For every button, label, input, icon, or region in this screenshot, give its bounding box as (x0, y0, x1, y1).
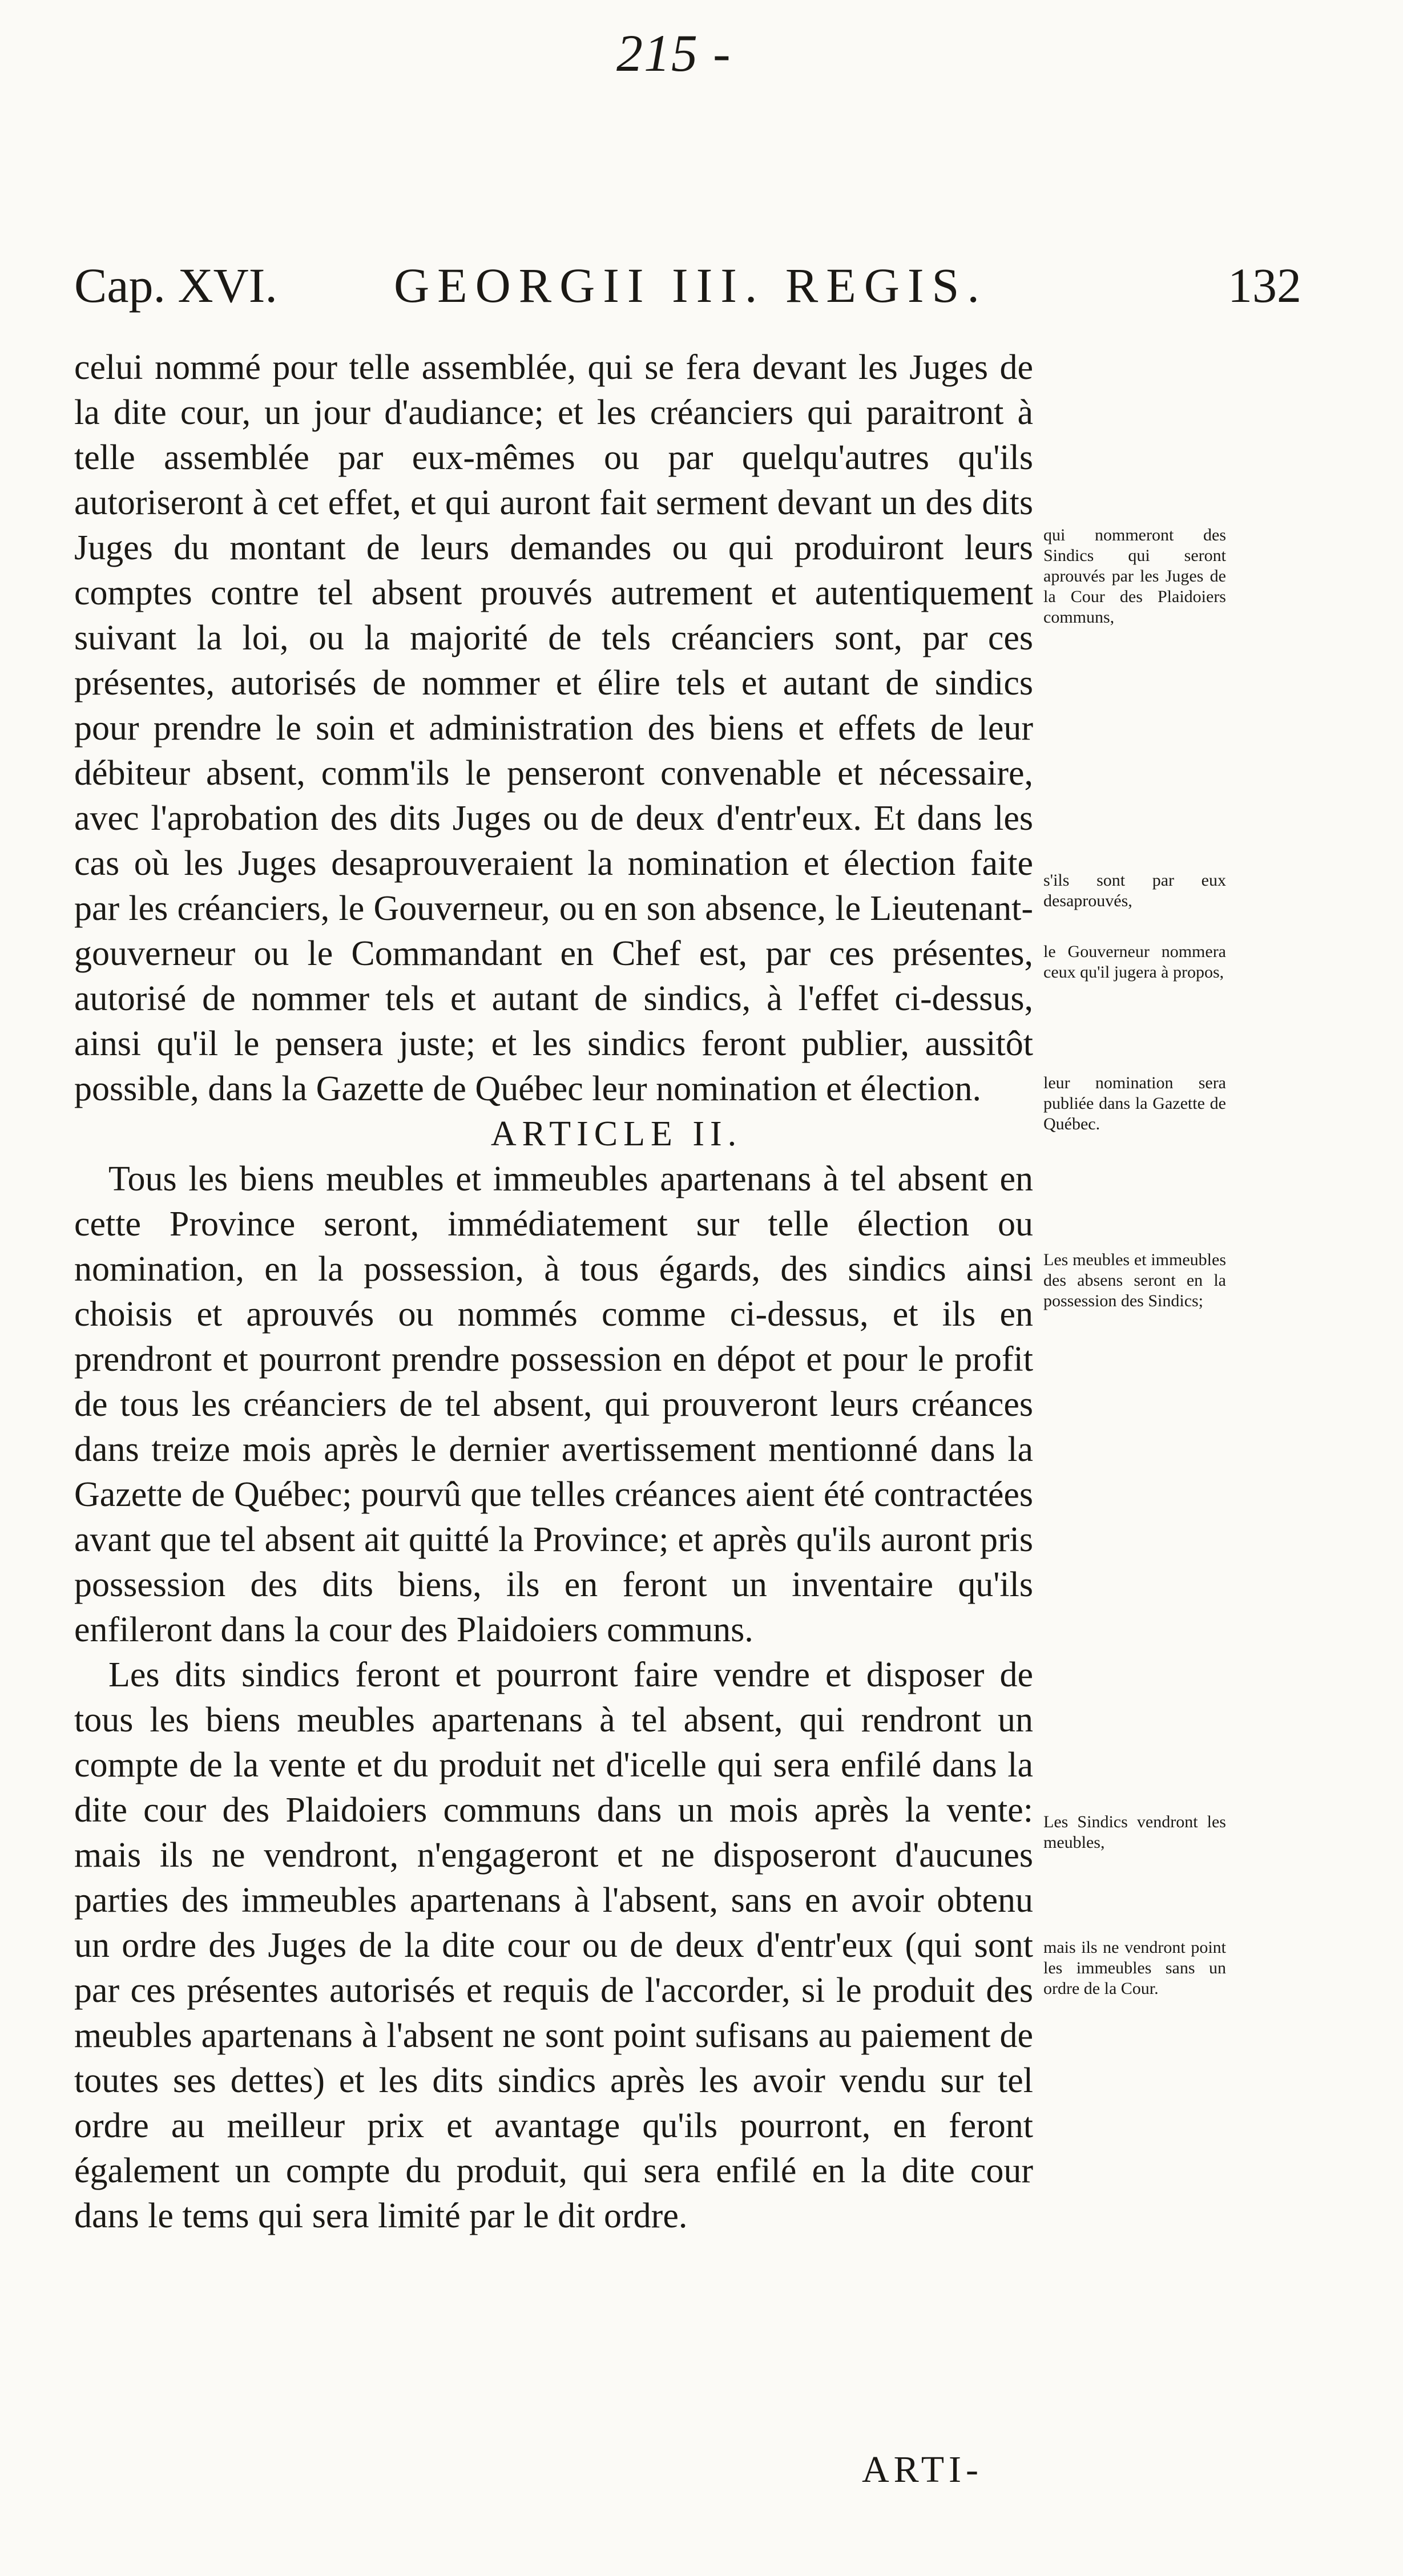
paragraph-article-2-2: Les dits sindics feront et pourront faire vendre et disposer de tous les biens meubles apartenans à tel absent, qui rendront un compte de la vente et du produit net d'icelle qui sera enfilé dans la dite cour des Plaidoiers communs dans un mois après la vente: mais ils ne vendront, n'engageront et ne disposeront d'aucunes parties des immeubles apartenans à l'absent, sans en avoir obtenu un ordre des Juges de la dite cour ou de deux d'entr'eux (qui sont par ces présentes autorisés et requis de l'accorder, si le produit des meubles apartenans à l'absent ne sont point sufisans au paiement de toutes ses dettes) et les dits sindics après les avoir vendu sur tel ordre au meilleur prix et avantage qu'ils pourront, en feront également un compte du produit, qui sera enfilé en la dite cour dans le tems qui sera limité par le dit ordre. (74, 1656, 1033, 2235)
margin-note-sale-movables: Les Sindics vendront les meubles, (1043, 1812, 1226, 1852)
margin-note-governor: le Gouverneur nommera ceux qu'il jugera à propos, (1043, 942, 1226, 982)
running-head (74, 257, 1301, 325)
catchword: ARTI- (862, 2449, 983, 2490)
margin-note-publication: leur nomination sera publiée dans la Gazette de Québec. (1043, 1073, 1226, 1133)
margin-note-possession: Les meubles et immeubles des absens seront en la possession des Sindics; (1043, 1250, 1226, 1310)
handwritten-folio-number: 215 - (616, 24, 732, 82)
chapter-label: Cap. XVI. (74, 258, 277, 313)
margin-note-nomination: qui nommeront des Sindics qui seront aprouvés par les Juges de la Cour des Plaidoiers communs, (1043, 526, 1226, 627)
paragraph-article-2-1: Tous les biens meubles et immeubles apartenans à tel absent en cette Province seront, immédiatement sur telle élection ou nomination, en la possession, à tous égards, des sindics ainsi choisis et aprouvés ou nommés comme ci-dessus, et ils en prendront et pourront prendre possession en dépot et pour le profit de tous les créanciers de tel absent, qui prouveront leurs créances dans treize mois après le dernier avertissement mentionné dans la Gazette de Québec; pourvû que telles créances aient été contractées avant que tel absent ait quitté la Province; et après qu'ils auront pris possession des dits biens, ils en feront un inventaire qu'ils enfileront dans la cour des Plaidoiers communs. (74, 1160, 1033, 1649)
page-number: 132 (1228, 258, 1301, 313)
main-text-column (74, 345, 1033, 2239)
reign-title: GEORGII III. REGIS. (394, 258, 987, 313)
article-heading: ARTICLE II. (490, 1115, 743, 1153)
paragraph-continuation: celui nommé pour telle assemblée, qui se fera devant les Juges de la dite cour, un jour d'audiance; et les créanciers qui paraitront à telle assemblée par eux-mêmes ou par quelqu'autres qu'ils autoriseront à cet effet, et qui auront fait serment devant un des dits Juges du montant de leurs demandes ou qui produiront leurs comptes contre tel absent prouvés autrement et autentiquement suivant la loi, ou la majorité de tels créanciers sont, par ces présentes, autorisés de nommer et élire tels et autant de sindics pour prendre le soin et administration des biens et effets de leur débiteur absent, comm'ils le penseront convenable et nécessaire, avec l'aprobation des dits Juges ou de deux d'entr'eux. Et dans les cas où les Juges desaprouveraient la nomination et élection faite par les créanciers, le Gouverneur, ou en son absence, le Lieutenant-gouverneur ou le Commandant en Chef est, par ces présentes, autorisé de nommer tels et autant de sindics, à l'effet ci-dessus, ainsi qu'il le pensera juste; et les sindics feront publier, aussitôt possible, dans la Gazette de Québec leur nomination et élection. (74, 348, 1033, 1108)
margin-note-immovables: mais ils ne vendront point les immeubles sans un ordre de la Cour. (1043, 1938, 1226, 1998)
margin-note-disapproval: s'ils sont par eux desaprouvés, (1043, 871, 1226, 910)
